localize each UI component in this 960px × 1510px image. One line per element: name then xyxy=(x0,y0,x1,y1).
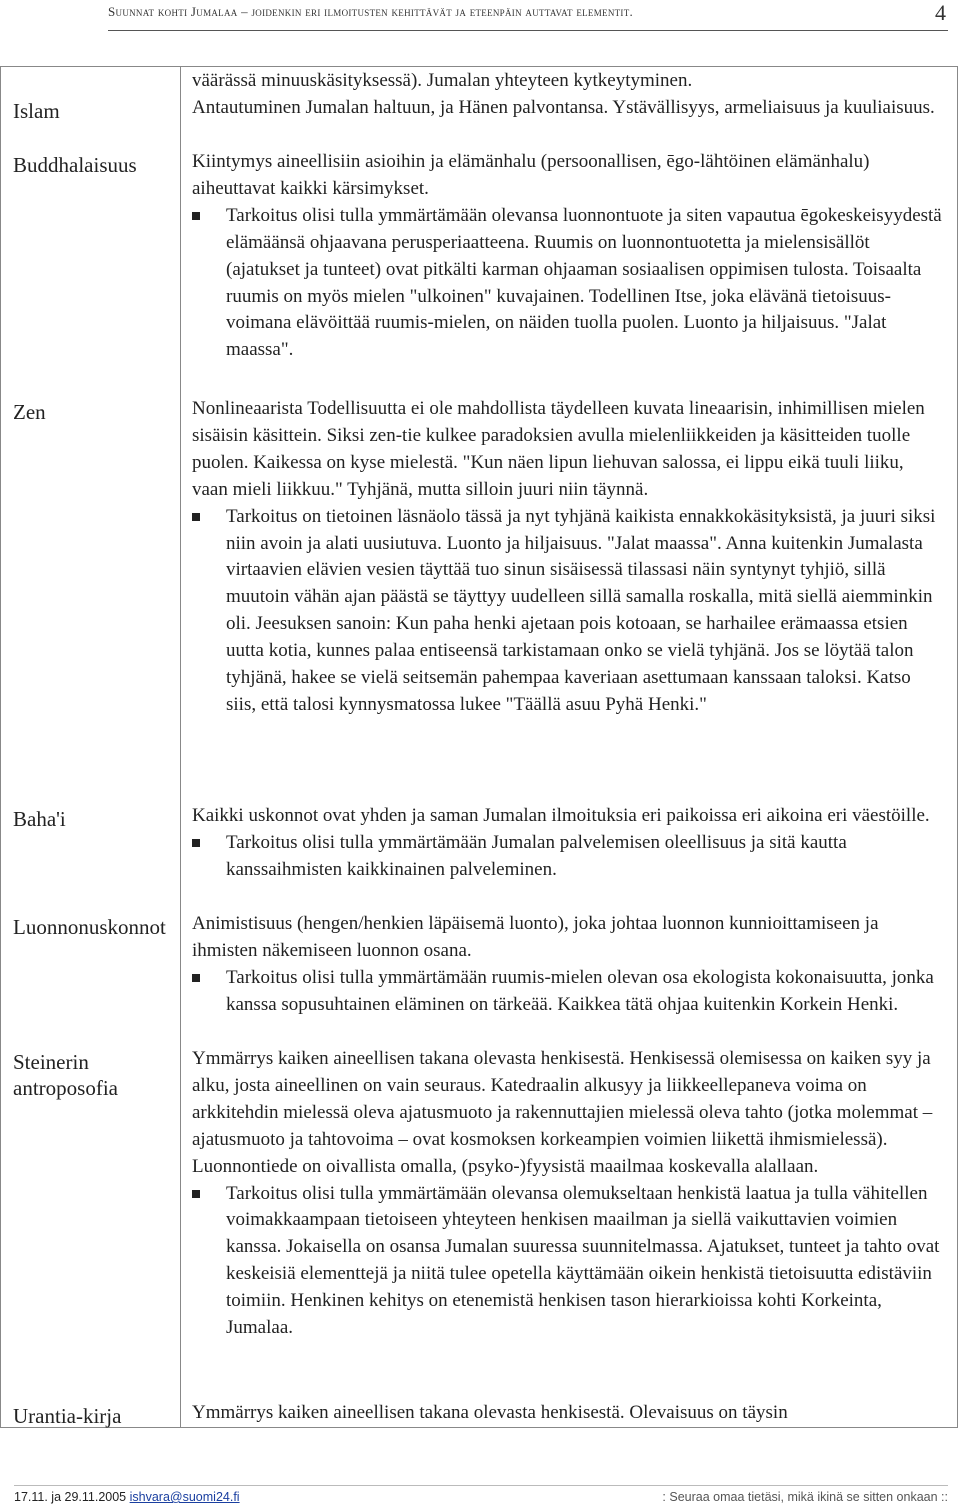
table-border-right xyxy=(957,66,958,1428)
footer-email-link[interactable]: ishvara@suomi24.fi xyxy=(129,1490,240,1504)
religions-table xyxy=(0,66,958,1428)
bullet-square-icon xyxy=(192,212,200,220)
table-border-top xyxy=(0,66,958,67)
continuation-paragraph: väärässä minuuskäsityksessä). Jumalan yhteyteen kytkeytyminen. xyxy=(192,70,693,91)
zen-bullet xyxy=(192,504,944,719)
row-label-buddhism: Buddhalaisuus xyxy=(13,153,137,177)
footer-left xyxy=(14,1490,240,1504)
buddhism-bullet-text: Tarkoitus olisi tulla ymmärtämään olevansa luonnontuote ja siten vapautua ēgokeskeisyydestä elämäänsä ohjaavana perusperiaatteena. Ruumis on luonnontuotetta ja mielensisällöt (ajatukset ja tunteet) ovat pitkälti karman ohjaaman sosiaalisen oppimisen tulosta. Toisaalta ruumis on myös mielen "ulkoinen" kuvajainen. Todellinen Itse, joka elävänä tietoisuus-voimana elävöittää ruumis-mielen, on näiden tuolla puolen. Luonto ja hiljaisuus. "Jalat maassa". xyxy=(226,204,942,361)
footer-date: 17.11. ja 29.11.2005 xyxy=(14,1490,127,1504)
page-header xyxy=(0,0,960,44)
islam-description: Antautuminen Jumalan haltuun, ja Hänen palvontansa. Ystävällisyys, armeliaisuus ja kuuliaisuus. xyxy=(192,97,935,118)
bullet-square-icon xyxy=(192,974,200,982)
nature-bullet xyxy=(192,965,944,1019)
row-content-nature-religions xyxy=(192,911,944,1019)
urantia-description: Ymmärrys kaiken aineellisen takana olevasta henkisestä. Olevaisuus on täysin xyxy=(192,1402,788,1423)
row-content-islam xyxy=(192,95,944,122)
row-content-steiner xyxy=(192,1046,944,1342)
nature-description: Animistisuus (hengen/henkien läpäisemä luonto), joka johtaa luonnon kunnioittamiseen ja ihmisten näkemiseen luonnon osana. xyxy=(192,913,879,961)
steiner-description: Ymmärrys kaiken aineellisen takana olevasta henkisestä. Henkisessä olemisessa on kaiken syy ja alku, josta aineellinen on vain seuraus. Katedraalin alkusyy ja liikkeellepaneva voima on arkkitehdin mielessä oleva ajatusmuoto ja rakennuttajien mielessä oleva tahto (jotka molemmat – ajatusmuoto ja tahtovoima – ovat kosmoksen korkeampien voimien liikettä ihmismielessä). Luonnontiede on oivallista omalla, (psyko-)fyysistä maailmaa koskevalla alallaan. xyxy=(192,1048,933,1177)
footer-motto: : Seuraa omaa tietäsi, mikä ikinä se sitten onkaan :: xyxy=(662,1490,948,1504)
steiner-bullet xyxy=(192,1181,944,1342)
zen-bullet-text: Tarkoitus on tietoinen läsnäolo tässä ja nyt tyhjänä kaikista ennakkokäsityksistä, ja juuri siksi niin avoin ja alati uusiutuva. Luonto ja hiljaisuus. "Jalat maassa". Anna kuitenkin Jumalasta virtaavien elävien vesien täyttää tuo sinun sisäisessä tilassasi näin syntynyt tyhjiö, sillä muutoin vähän ajan päästä se täyttyy uudelleen sillä samalla roskalla, mitä siellä aiemminkin oli. Jeesuksen sanoin: Kun paha henki ajetaan pois kotoaan, se harhailee erämaassa etsien uutta kotia, kunnes palaa entiseensä tarkistamaan onko se vielä tyhjänä. Jos se löytää talon tyhjänä, hakee se vielä seitsemän pahempaa kaveriaan asettumaan kanssaan taloksi. Katso siis, että talosi kynnysmatossa lukee "Täällä asuu Pyhä Henki." xyxy=(226,505,936,715)
row-label-nature-religions: Luonnonuskonnot xyxy=(13,915,166,939)
bullet-square-icon xyxy=(192,839,200,847)
bahai-bullet xyxy=(192,830,944,884)
row-content-bahai xyxy=(192,803,944,884)
bahai-description: Kaikki uskonnot ovat yhden ja saman Jumalan ilmoituksia eri paikoissa eri aikoina eri väestöille. xyxy=(192,805,930,826)
zen-description: Nonlineaarista Todellisuutta ei ole mahdollista täydelleen kuvata lineaarisin, inhimillisen mielen sisäisin käsittein. Siksi zen-tie kulkee paradoksien avulla mielenliikkeiden ja käsitteiden tuolle puolen. Kaikessa on kyse mielestä. "Kun näen lipun liehuvan salossa, ei lippu eikä tuuli liiku, vaan mieli liikkuu." Tyhjänä, mutta silloin juuri niin täynnä. xyxy=(192,398,925,500)
row-label-urantia: Urantia-kirja xyxy=(13,1404,122,1428)
row-label-zen: Zen xyxy=(13,400,46,424)
page-number: 4 xyxy=(935,0,946,25)
buddhism-bullet xyxy=(192,203,944,364)
table-column-divider xyxy=(180,66,181,1428)
steiner-bullet-text: Tarkoitus olisi tulla ymmärtämään olevansa olemukseltaan henkistä laatua ja tulla vähitellen voimakkaampaan tietoiseen yhteyteen henkisen maailman ja siellä vaikuttavien voimien kanssa. Jokaisella on osansa Jumalan suuressa suunnitelmassa. Ajatukset, tunteet ja tahto ovat keskeisiä elementtejä ja niitä tulee opetella käyttämään oikein henkistä tietoisuutta edistäviin toimiin. Henkinen kehitys on etenemistä henkisen tason hierarkioissa kohti Korkeinta, Jumalaa. xyxy=(226,1182,940,1339)
bahai-bullet-text: Tarkoitus olisi tulla ymmärtämään Jumalan palvelemisen oleellisuus ja sitä kautta kanssaihmisten kaikkinainen palveleminen. xyxy=(226,831,847,880)
row-content-zen xyxy=(192,396,944,719)
row-label-steiner: Steinerin antroposofia xyxy=(13,1050,118,1100)
table-border-left xyxy=(0,66,1,1428)
continuation-text xyxy=(192,68,944,95)
document-title: Suunnat kohti Jumalaa – joidenkin eri ilmoitusten kehittävät ja eteenpäin auttavat elementit. xyxy=(108,4,634,19)
header-divider xyxy=(108,30,948,31)
footer-divider xyxy=(14,1485,948,1486)
buddhism-description: Kiintymys aineellisiin asioihin ja elämänhalu (persoonallisen, ēgo-lähtöinen elämänhalu) aiheuttavat kaikki kärsimykset. xyxy=(192,151,870,199)
row-label-islam: Islam xyxy=(13,99,60,123)
row-label-bahai: Baha'i xyxy=(13,807,66,831)
nature-bullet-text: Tarkoitus olisi tulla ymmärtämään ruumis-mielen olevan osa ekologista kokonaisuutta, jonka kanssa sopusuhtainen eläminen on tärkeää. Kaikkea tätä ohjaa kuitenkin Korkein Henki. xyxy=(226,966,934,1015)
row-content-urantia xyxy=(192,1400,944,1427)
table-border-bottom xyxy=(0,1427,958,1428)
bullet-square-icon xyxy=(192,513,200,521)
bullet-square-icon xyxy=(192,1190,200,1198)
row-content-buddhism xyxy=(192,149,944,364)
